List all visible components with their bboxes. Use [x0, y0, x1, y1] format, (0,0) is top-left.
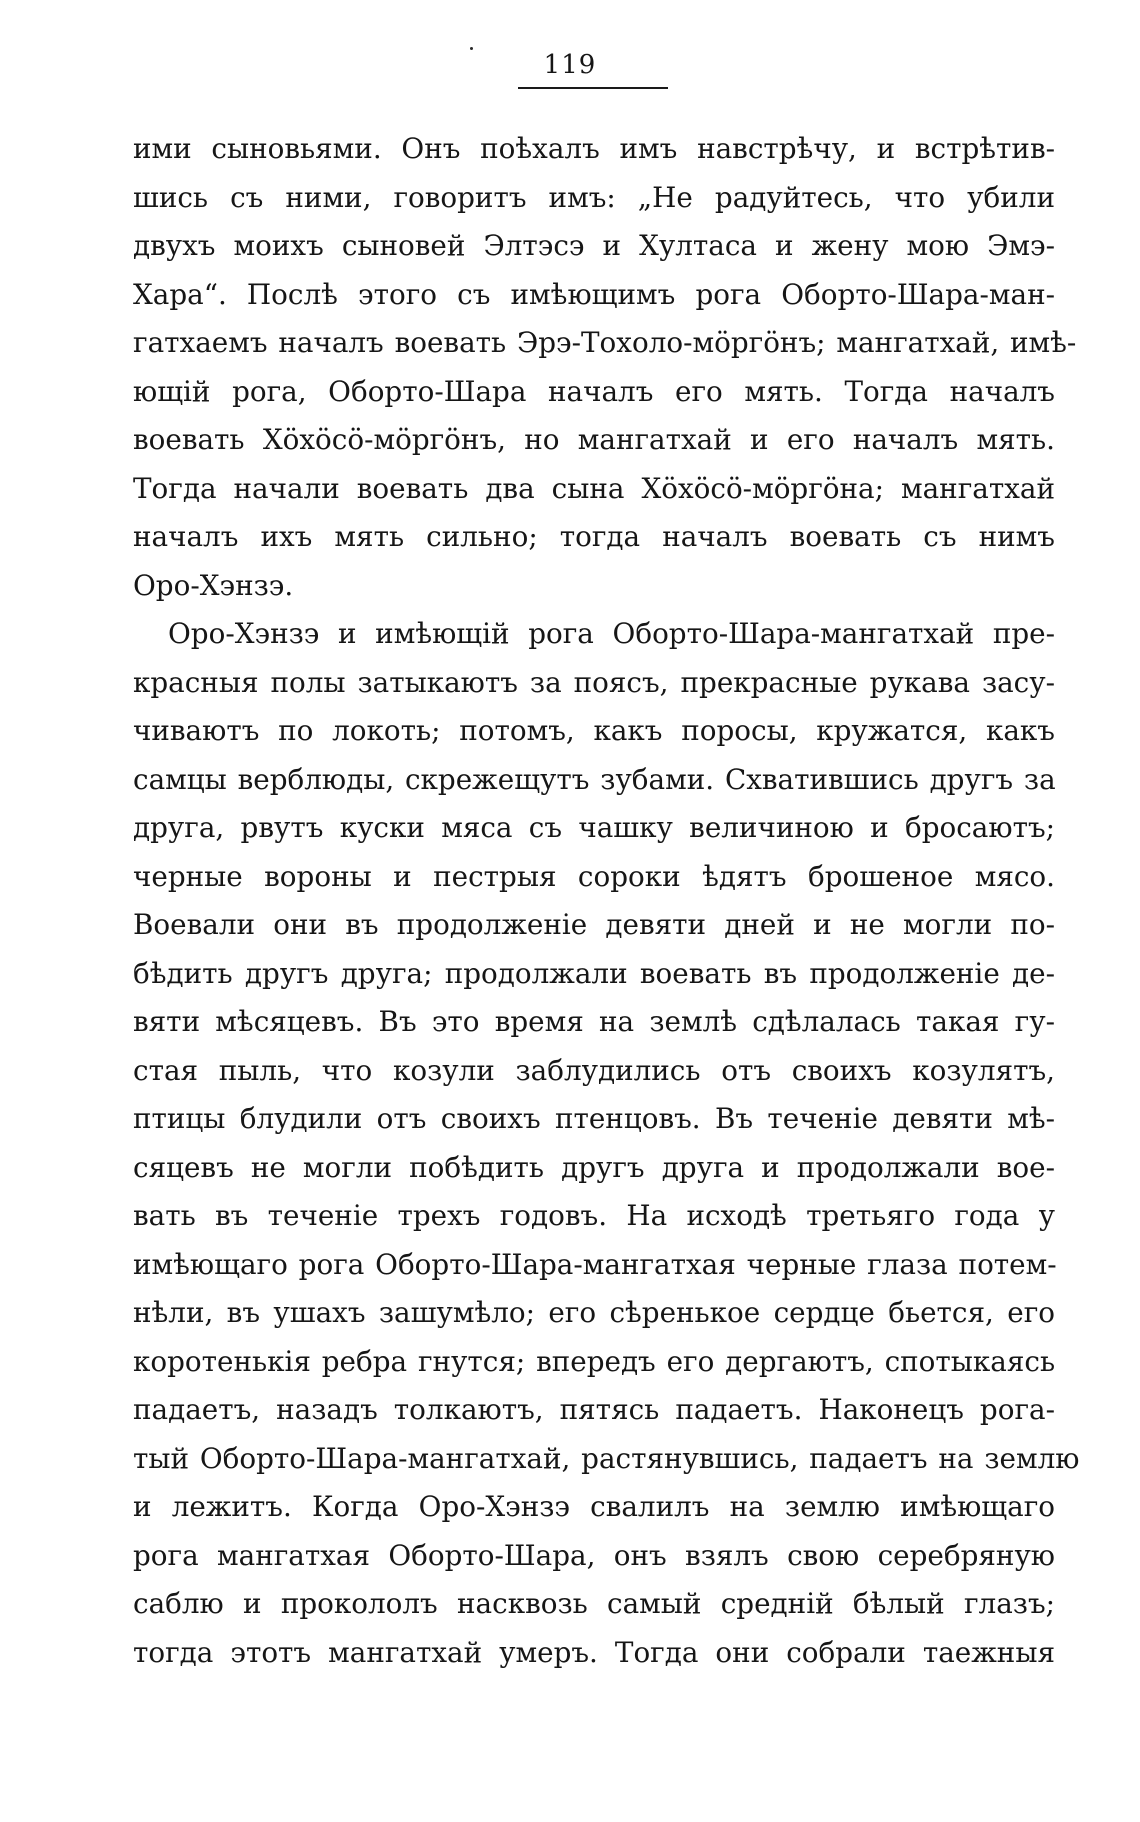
text-line: имѣющаго рога Оборто-Шара-мангатхая черные глаза потем-: [133, 1247, 1057, 1281]
text-line: тогда этотъ мангатхай умеръ. Тогда они собрали таежныя: [133, 1635, 1055, 1669]
text-line: гатхаемъ началъ воевать Эрэ-Тохоло-мöргöнъ; мангатхай, имѣ-: [133, 326, 1077, 359]
text-line: Воевали они въ продолженіе девяти дней и не могли по-: [133, 908, 1055, 941]
text-line: друга, рвутъ куски мяса съ чашку величиною и бросаютъ;: [133, 811, 1055, 844]
text-line: тый Оборто-Шара-мангатхай, растянувшись, падаетъ на землю: [133, 1441, 1080, 1475]
text-line: рога мангатхая Оборто-Шара, онъ взялъ свою серебряную: [133, 1538, 1055, 1572]
text-line: падаетъ, назадъ толкаютъ, пятясь падаетъ. Наконецъ рога-: [133, 1393, 1055, 1426]
body-text: [133, 125, 1080, 1677]
text-line: Оро-Хэнзэ и имѣющій рога Оборто-Шара-мангатхай пре-: [168, 617, 1055, 650]
text-line: началъ ихъ мять сильно; тогда началъ воевать съ нимъ: [133, 520, 1055, 553]
text-line: вяти мѣсяцевъ. Въ это время на землѣ сдѣлалась такая гу-: [133, 1005, 1055, 1038]
text-line: птицы блудили отъ своихъ птенцовъ. Въ теченіе девяти мѣ-: [133, 1102, 1055, 1135]
paragraph-2: [133, 610, 1080, 1677]
text-line: и лежитъ. Когда Оро-Хэнзэ свалилъ на землю имѣющаго: [133, 1490, 1055, 1523]
text-line: нѣли, въ ушахъ зашумѣло; его сѣренькое сердце бьется, его: [133, 1296, 1055, 1329]
text-line: вать въ теченіе трехъ годовъ. На исходѣ третьяго года у: [133, 1199, 1055, 1232]
text-line: чиваютъ по локоть; потомъ, какъ поросы, кружатся, какъ: [133, 714, 1055, 747]
text-line: Тогда начали воевать два сына Хöхöсö-мöргöна; мангатхай: [133, 471, 1055, 505]
text-line: сяцевъ не могли побѣдить другъ друга и продолжали вое-: [133, 1150, 1055, 1184]
paragraph-1: [133, 125, 1077, 610]
text-line: красныя полы затыкаютъ за поясъ, прекрасные рукава засу-: [133, 665, 1055, 699]
page-number: 119: [543, 50, 597, 80]
text-line: ющій рога, Оборто-Шара началъ его мять. Тогда началъ: [133, 374, 1055, 408]
text-line: саблю и прокололъ насквозь самый средній бѣлый глазъ;: [133, 1587, 1055, 1620]
text-line: бѣдить другъ друга; продолжали воевать въ продолженіе де-: [133, 956, 1055, 990]
text-line: коротенькія ребра гнутся; впередъ его дергаютъ, спотыкаясь: [133, 1344, 1056, 1378]
text-line: ими сыновьями. Онъ поѣхалъ имъ навстрѣчу, и встрѣтив-: [133, 132, 1055, 165]
text-line: Оро-Хэнзэ.: [133, 568, 294, 602]
text-line: шись съ ними, говоритъ имъ: „Не радуйтесь, что убили: [133, 180, 1055, 214]
page-number-rule: [518, 87, 668, 89]
text-line: двухъ моихъ сыновей Элтэсэ и Хултаса и жену мою Эмэ-: [133, 229, 1055, 262]
text-line: воевать Хöхöсö-мöргöнъ, но мангатхай и его началъ мять.: [133, 423, 1055, 456]
text-line: Хара“. Послѣ этого съ имѣющимъ рога Оборто-Шара-ман-: [133, 277, 1055, 311]
text-line: стая пыль, что козули заблудились отъ своихъ козулятъ,: [133, 1053, 1055, 1087]
text-line: самцы верблюды, скрежещутъ зубами. Схватившись другъ за: [133, 762, 1056, 796]
text-line: черные вороны и пестрыя сороки ѣдятъ брошеное мясо.: [133, 859, 1055, 893]
